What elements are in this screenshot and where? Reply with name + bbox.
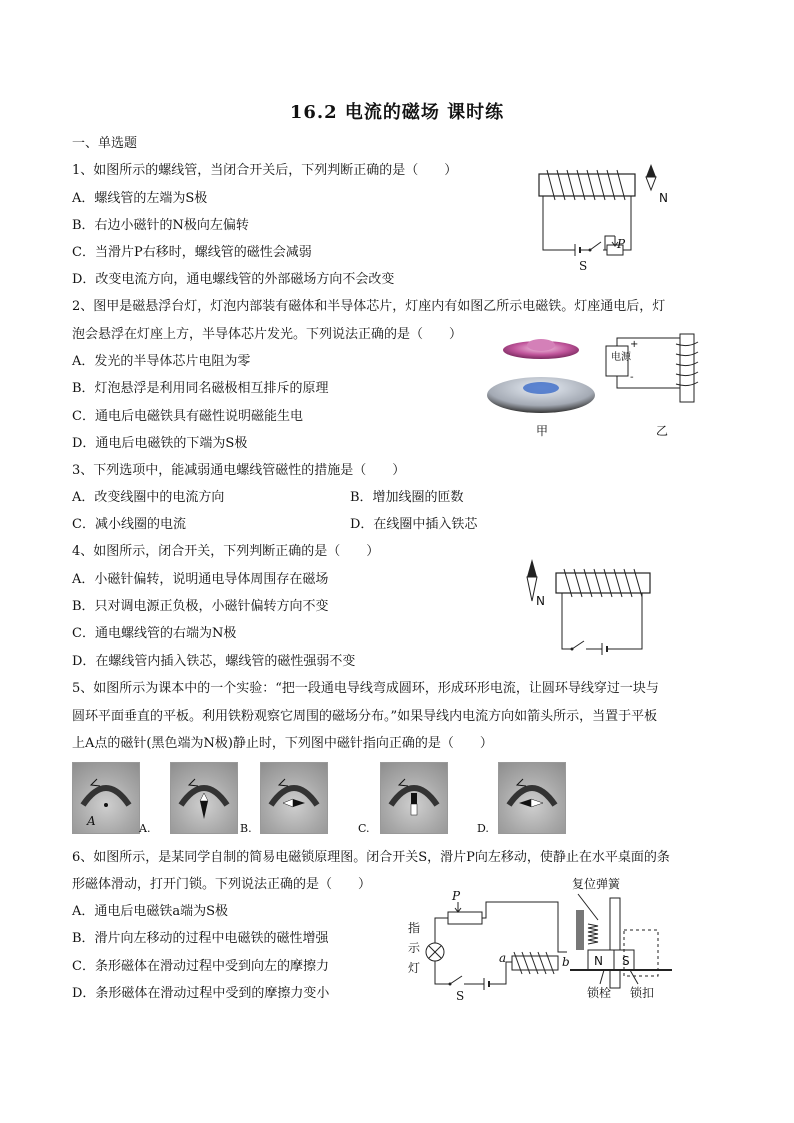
q2-label-yi: 乙 (656, 424, 669, 438)
q5-stem-line-3: 上A点的磁针(黑色端为N极)静止时，下列图中磁针指向正确的是（ ） (72, 736, 493, 751)
q6-s-pole-label: S (622, 954, 630, 968)
q5-choice-d: D. (477, 822, 489, 835)
q2-label-jia: 甲 (536, 424, 549, 438)
q1-slider-label: P (617, 237, 626, 251)
q3-option-d: D．在线圈中插入铁芯 (350, 517, 478, 532)
q5-choice-c: C. (358, 822, 370, 835)
q3-stem: 3、下列选项中，能减弱通电螺线管磁性的措施是（ ） (72, 463, 406, 478)
q6-latch-label: 锁扣 (630, 986, 655, 1000)
q3-option-b: B．增加线圈的匝数 (350, 490, 464, 505)
q5-option-a-photo[interactable] (72, 762, 140, 834)
q1-option-a: A．螺线管的左端为S极 (72, 191, 208, 206)
q2-option-c: C．通电后电磁铁具有磁性说明磁能生电 (72, 409, 303, 424)
q6-option-d: D．条形磁体在滑动过程中受到的摩擦力变小 (72, 986, 330, 1001)
q4-option-b: B．只对调电源正负极，小磁针偏转方向不变 (72, 599, 329, 614)
q1-switch-label: S (579, 259, 588, 273)
q2-plus: + (630, 339, 639, 350)
q6-lock-figure (402, 870, 692, 1010)
q6-lamp-label-1: 指 (408, 921, 421, 935)
q2-lamp-figure (484, 330, 714, 445)
q6-option-a: A．通电后电磁铁a端为S极 (72, 904, 229, 919)
q6-bolt-label: 锁栓 (587, 986, 612, 1000)
q5-choice-a: A. (139, 822, 151, 835)
q5-choice-b: B. (240, 822, 252, 835)
q4-compass-label: N (536, 594, 545, 608)
q6-switch-label: S (456, 989, 465, 1003)
q1-option-d: D．改变电流方向，通电螺线管的外部磁场方向不会改变 (72, 272, 395, 287)
q4-option-c: C．通电螺线管的右端为N极 (72, 626, 237, 641)
q2-battery-label: 电源 (611, 352, 631, 363)
q2-stem-line-2: 泡会悬浮在灯座上方，半导体芯片发光。下列说法正确的是（ ） (72, 327, 463, 342)
q6-lamp-label-2: 示 (408, 941, 421, 955)
q2-option-a: A．发光的半导体芯片电阻为零 (72, 354, 251, 369)
q1-compass-label: N (659, 191, 668, 205)
q5-option-d-photo[interactable] (380, 762, 448, 834)
q4-stem: 4、如图所示，闭合开关，下列判断正确的是（ ） (72, 544, 380, 559)
q3-option-c: C．减小线圈的电流 (72, 517, 186, 532)
q6-b-label: b (562, 955, 570, 969)
q5-option-d2-photo[interactable] (498, 762, 566, 834)
q5-stem-line-2: 圆环平面垂直的平板。利用铁粉观察它周围的磁场分布。”如果导线内电流方向如箭头所示，当置于平板 (72, 709, 658, 724)
q5-point-label: A (87, 814, 96, 828)
q6-lamp-label-3: 灯 (408, 961, 421, 975)
q4-option-d: D．在螺线管内插入铁芯，螺线管的磁性强弱不变 (72, 654, 356, 669)
q2-option-b: B．灯泡悬浮是利用同名磁极相互排斥的原理 (72, 381, 329, 396)
q1-solenoid-figure (535, 160, 675, 275)
q2-stem-line-1: 2、图甲是磁悬浮台灯，灯泡内部装有磁体和半导体芯片，灯座内有如图乙所示电磁铁。灯座通电后，灯 (72, 299, 666, 314)
q6-n-label: N (594, 954, 603, 968)
q1-stem: 1、如图所示的螺线管，当闭合开关后，下列判断正确的是（ ） (72, 163, 458, 178)
q1-option-b: B．右边小磁针的N极向左偏转 (72, 218, 249, 233)
q6-p-label: P (452, 889, 461, 903)
q6-stem-line-1: 6、如图所示，是某同学自制的简易电磁锁原理图。闭合开关S，滑片P向左移动，使静止在水平桌面的条 (72, 850, 670, 865)
q5-option-c-photo[interactable] (260, 762, 328, 834)
q6-a-label: a (499, 951, 507, 965)
q2-option-d: D．通电后电磁铁的下端为S极 (72, 436, 248, 451)
q2-minus: - (630, 372, 634, 383)
q6-spring-label: 复位弹簧 (572, 877, 621, 891)
q6-option-c: C．条形磁体在滑动过程中受到向左的摩擦力 (72, 959, 329, 974)
page-title: 16.2 电流的磁场 课时练 (289, 102, 505, 123)
q1-option-c: C．当滑片P右移时，螺线管的磁性会减弱 (72, 245, 312, 260)
section-heading: 一、单选题 (72, 136, 138, 151)
q4-option-a: A．小磁针偏转，说明通电导体周围存在磁场 (72, 572, 329, 587)
q3-option-a: A．改变线圈中的电流方向 (72, 490, 225, 505)
q5-stem-line-1: 5、如图所示为课本中的一个实验：“把一段通电导线弯成圆环，形成环形电流，让圆环导线穿过一块与 (72, 681, 659, 696)
q6-option-b: B．滑片向左移动的过程中电磁铁的磁性增强 (72, 931, 329, 946)
q6-stem-line-2: 形磁体滑动，打开门锁。下列说法正确的是（ ） (72, 877, 372, 892)
q4-solenoid-figure (522, 555, 662, 665)
q5-option-b-photo[interactable] (170, 762, 238, 834)
